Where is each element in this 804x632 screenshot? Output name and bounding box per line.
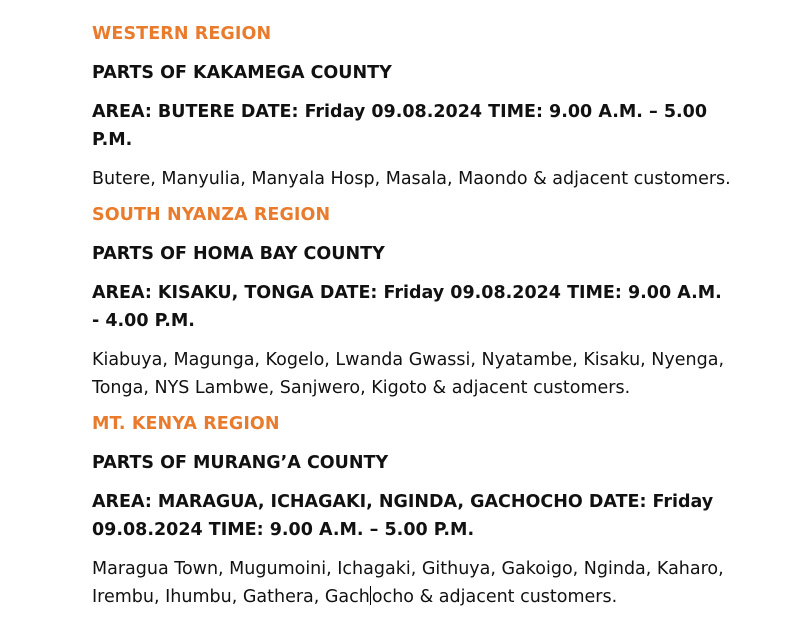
section-western [92, 20, 732, 193]
county-heading: PARTS OF HOMA BAY COUNTY [92, 244, 385, 264]
area-schedule: AREA: MARAGUA, ICHAGAKI, NGINDA, GACHOCHO DATE: Friday 09.08.2024 TIME: 9.00 A.M. – 5.00 P.M. [92, 492, 714, 540]
affected-places: Butere, Manyulia, Manyala Hosp, Masala, Maondo & adjacent customers. [92, 169, 731, 189]
document-body [92, 20, 732, 619]
region-heading: WESTERN REGION [92, 24, 272, 44]
places-text-after-caret: ocho & adjacent customers. [371, 587, 618, 607]
county-heading: PARTS OF KAKAMEGA COUNTY [92, 63, 392, 83]
section-mt-kenya [92, 410, 732, 611]
section-south-nyanza [92, 201, 732, 402]
region-heading: MT. KENYA REGION [92, 414, 280, 434]
affected-places[interactable] [92, 555, 732, 611]
affected-places: Kiabuya, Magunga, Kogelo, Lwanda Gwassi, Nyatambe, Kisaku, Nyenga, Tonga, NYS Lambwe, Sanjwero, Kigoto & adjacent customers. [92, 350, 725, 398]
places-text-before-caret: Maragua Town, Mugumoini, Ichagaki, Githuya, Gakoigo, Nginda, Kaharo, Irembu, Ihumbu, Gathera, Gach [92, 559, 724, 607]
region-heading: SOUTH NYANZA REGION [92, 205, 331, 225]
county-heading: PARTS OF MURANG’A COUNTY [92, 453, 389, 473]
area-schedule: AREA: KISAKU, TONGA DATE: Friday 09.08.2024 TIME: 9.00 A.M. - 4.00 P.M. [92, 283, 722, 331]
area-schedule: AREA: BUTERE DATE: Friday 09.08.2024 TIME: 9.00 A.M. – 5.00 P.M. [92, 102, 708, 150]
